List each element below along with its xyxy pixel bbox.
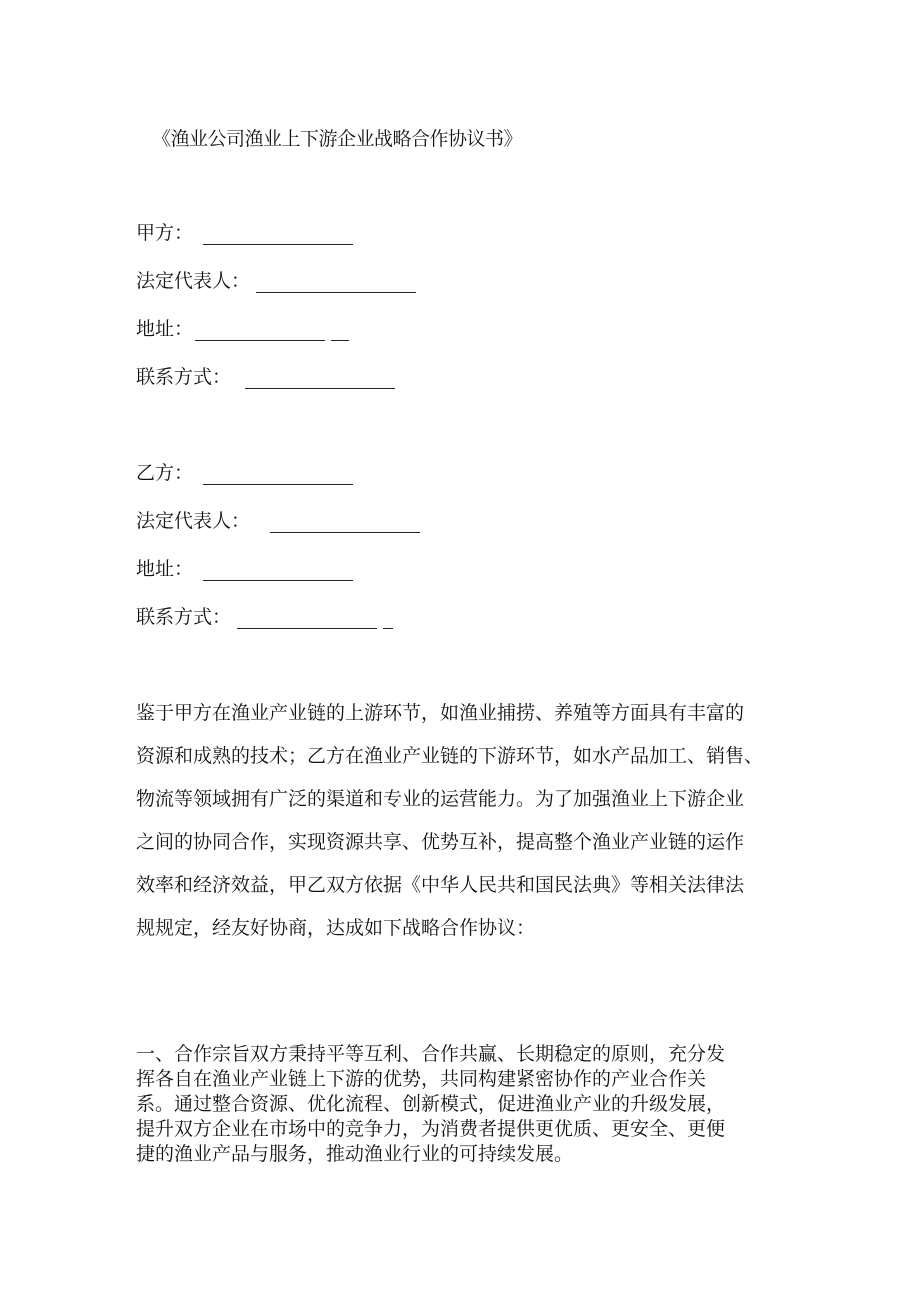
party-a-contact-field — [136, 362, 395, 389]
party-b-contact-field — [136, 602, 393, 629]
party-a-rep-field — [136, 266, 416, 293]
section-1-paragraph — [136, 1042, 786, 1167]
preamble-line: 之间的协同合作，实现资源共享、优势互补，提高整个渔业产业链的运作 — [136, 831, 745, 853]
party-b-name-label: 乙方： — [136, 462, 194, 484]
preamble-line: 鉴于甲方在渔业产业链的上游环节，如渔业捕捞、养殖等方面具有丰富的 — [136, 702, 745, 724]
party-b-rep-blank — [270, 514, 420, 533]
party-b-contact-blank — [237, 610, 377, 629]
party-b-address-label: 地址： — [136, 558, 194, 580]
party-a-address-blank-tail — [331, 322, 349, 341]
section-1-line: 一、合作宗旨双方秉持平等互利、合作共赢、长期稳定的原则，充分发 — [136, 1043, 726, 1065]
section-1-line: 捷的渔业产品与服务，推动渔业行业的可持续发展。 — [136, 1143, 574, 1165]
preamble-paragraph — [136, 692, 786, 950]
party-a-contact-blank — [245, 370, 395, 389]
party-a-rep-blank — [256, 274, 416, 293]
party-a-contact-label: 联系方式： — [136, 366, 232, 388]
preamble-line: 资源和成熟的技术；乙方在渔业产业链的下游环节，如水产品加工、销售、 — [136, 745, 764, 767]
party-b-address-blank — [203, 562, 353, 581]
party-a-name-label: 甲方： — [136, 222, 194, 244]
document-title: 《渔业公司渔业上下游企业战略合作协议书》 — [152, 128, 523, 150]
party-b-name-field — [136, 458, 353, 485]
party-b-rep-field — [136, 506, 420, 533]
party-b-address-field — [136, 554, 353, 581]
section-1-line: 系。通过整合资源、优化流程、创新模式，促进渔业产业的升级发展， — [136, 1093, 726, 1115]
section-1-line: 挥各自在渔业产业链上下游的优势，共同构建紧密协作的产业合作关 — [136, 1068, 707, 1090]
party-b-name-blank — [203, 466, 353, 485]
party-a-name-blank — [203, 226, 353, 245]
party-a-name-field — [136, 218, 353, 245]
party-a-rep-label: 法定代表人： — [136, 270, 251, 292]
party-b-rep-label: 法定代表人： — [136, 510, 251, 532]
preamble-line: 效率和经济效益，甲乙双方依据《中华人民共和国民法典》等相关法律法 — [136, 874, 745, 896]
section-1-line: 提升双方企业在市场中的竞争力，为消费者提供更优质、更安全、更便 — [136, 1118, 726, 1140]
party-b-contact-blank-tail — [383, 610, 393, 629]
preamble-line: 规规定，经友好协商，达成如下战略合作协议： — [136, 917, 536, 939]
party-a-address-label: 地址： — [136, 318, 194, 340]
preamble-line: 物流等领域拥有广泛的渠道和专业的运营能力。为了加强渔业上下游企业 — [136, 788, 745, 810]
party-a-address-blank — [195, 322, 325, 341]
party-b-contact-label: 联系方式： — [136, 606, 232, 628]
party-a-address-field — [136, 314, 349, 341]
